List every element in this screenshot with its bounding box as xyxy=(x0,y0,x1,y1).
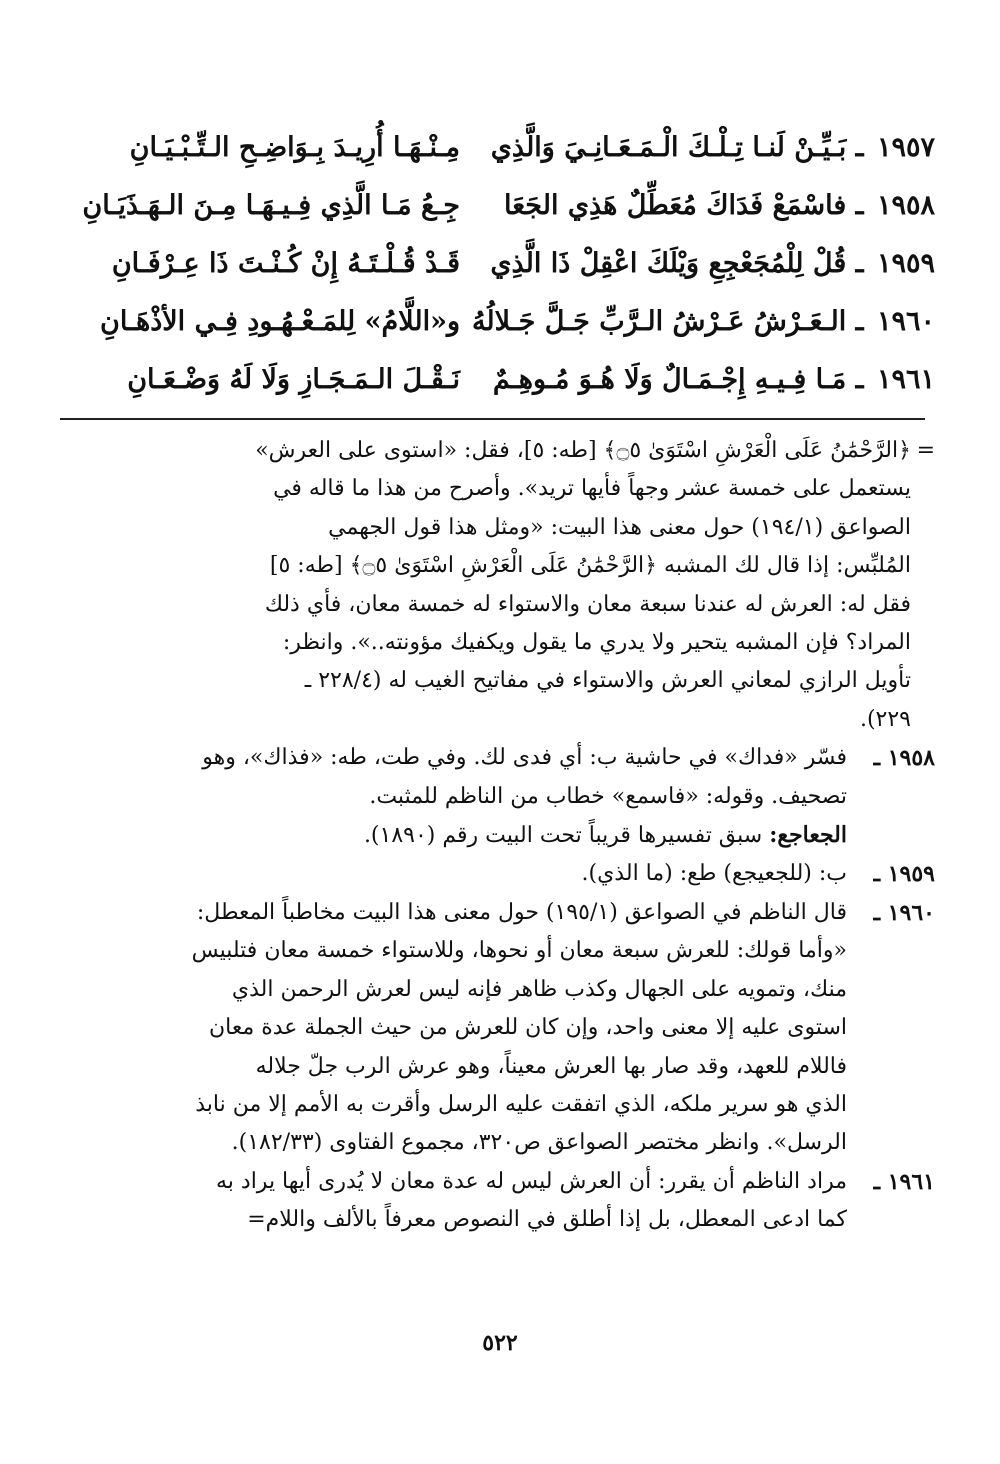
footnote-line: الصواعق (١٩٤/١) حول معنى هذا البيت: «ومثل هذا قول الجهمي xyxy=(328,514,911,540)
footnote-1960 xyxy=(70,894,935,1163)
verse-text: الـعَـرْشُ عَـرْشُ الـرَّبِّ جَـلَّ جَـلالُهُ xyxy=(471,305,847,337)
verse-second-hemistich: قَـدْ قُـلْـتَـهُ إِنْ كُـنْـتَ ذَا عِـرْفَـانِ xyxy=(111,247,460,279)
footnote-body xyxy=(70,1163,847,1240)
footnote-line: الذي هو سرير ملكه، الذي اتفقت عليه الرسل وأقرت به الأمم إلا من نابذ xyxy=(195,1091,847,1117)
dash: ـ xyxy=(846,131,873,163)
verse-number: ١٩٥٨ xyxy=(876,189,935,221)
footnote-number: ١٩٦١ ـ xyxy=(873,1168,935,1195)
verse-second-hemistich: و«اللَّامُ» لِلمَـعْـهُـودِ فِـي الأذْهَـانِ xyxy=(100,305,460,337)
verse-text: قُلْ لِلْمُجَعْجِعِ وَيْلَكَ اعْقِلْ ذَا الَّذِي xyxy=(490,247,847,279)
footnote-continuation xyxy=(70,432,935,739)
footnote-line: المُلبِّس: إذا قال لك المشبه ﴿الرَّحْمَٰنُ عَلَى الْعَرْشِ اسْتَوَىٰ ۝٥﴾ [طه: ٥] xyxy=(269,553,911,579)
footnote-number: ١٩٥٨ ـ xyxy=(873,745,935,772)
verse-number: ١٩٦٠ xyxy=(876,305,935,337)
page-number: ٥٢٢ xyxy=(482,1330,518,1356)
footnote-line: «وأما قولك: للعرش سبعة معان أو نحوها، وللاستواء خمسة معان فتلبيس xyxy=(191,938,847,964)
verse-first-hemistich xyxy=(495,190,935,221)
footnote-number: ١٩٦٠ ـ xyxy=(873,899,935,926)
dash: ـ xyxy=(846,189,873,221)
verse-second-hemistich: نَـقْـلَ الـمَـجَـازِ وَلَا لَهُ وَضْـعَـانِ xyxy=(127,363,460,395)
verse-number: ١٩٥٧ xyxy=(876,131,935,163)
footnote-line: ب: (للجعيجع) طع: (ما الذي). xyxy=(581,861,847,887)
verse-text: بَـيِّـنْ لَنـا تِـلْـكَ الْـمَـعَـانِـيَ وَالَّذِي xyxy=(490,131,847,163)
verse-text: فاسْمَعْ فَدَاكَ مُعَطِّلٌ هَذِي الجَعَا xyxy=(504,189,847,221)
dash: ـ xyxy=(846,305,873,337)
verse-first-hemistich xyxy=(471,305,935,337)
verse-second-hemistich: مِـنْـهَـا أُرِيـدَ بِـوَاضِـحِ الـتِّـبْـيَـانِ xyxy=(129,131,460,163)
verses-block xyxy=(60,118,935,408)
verse-row xyxy=(60,292,935,350)
verse-second-hemistich: جِـعُ مَـا الَّذِي فِـيـهَـا مِـنَ الـهَـذَيَـانِ xyxy=(82,189,460,221)
footnote-line: الرسل». وانظر مختصر الصواعق ص٣٢٠، مجموع الفتاوى (١٨٢/٣٣). xyxy=(231,1130,847,1156)
footnote-line: مراد الناظم أن يقرر: أن العرش ليس له عدة معان لا يُدرى أيها يراد به xyxy=(215,1168,847,1194)
verse-text: مَـا فِـيـهِ إِجْـمَـالٌ وَلَا هُـوَ مُـوهِـمٌ xyxy=(492,363,847,395)
footnote-line: يستعمل على خمسة عشر وجهاً فأيها تريد». وأصرح من هذا ما قاله في xyxy=(273,476,911,502)
footnote-line: استوى عليه إلا معنى واحد، وإن كان للعرش من حيث الجملة عدة معان xyxy=(208,1015,847,1041)
footnote-line: المراد؟ فإن المشبه يتحير ولا يدري ما يقول ويكفيك مؤونته..». وانظر: xyxy=(282,630,911,656)
term-label: الجعاجع: xyxy=(769,822,847,849)
verse-row xyxy=(60,350,935,408)
verse-first-hemistich xyxy=(492,363,935,395)
dash: ـ xyxy=(846,247,873,279)
verse-row xyxy=(60,234,935,292)
footnote-line: قال الناظم في الصواعق (١٩٥/١) حول معنى هذا البيت مخاطباً المعطل: xyxy=(196,899,847,925)
footnote-body xyxy=(70,894,847,1163)
verse-row xyxy=(60,176,935,234)
term-text: سبق تفسيرها قريباً تحت البيت رقم (١٨٩٠). xyxy=(363,823,763,849)
footnote-line: ٢٢٩). xyxy=(859,706,911,732)
footnote-1958 xyxy=(70,739,935,855)
footnote-body xyxy=(70,739,847,855)
footnote-number: ١٩٥٩ ـ xyxy=(873,861,935,888)
footnote-line: فاللام للعهد، وقد صار بها العرش معيناً، وهو عرش الرب جلّ جلاله xyxy=(255,1053,847,1079)
continuation-mark: = xyxy=(916,438,935,463)
verse-row xyxy=(60,118,935,176)
verse-first-hemistich xyxy=(490,131,935,163)
footnote-line: ﴿الرَّحْمَٰنُ عَلَى الْعَرْشِ اسْتَوَىٰ ۝٥﴾ [طه: ٥]، فقل: «استوى على العرش» xyxy=(255,438,911,463)
verse-number: ١٩٥٩ xyxy=(876,247,935,279)
verse-number: ١٩٦١ xyxy=(876,363,935,395)
footnote-line: تصحيف. وقوله: «فاسمع» خطاب من الناظم للمثبت. xyxy=(369,783,847,809)
footnote-body xyxy=(70,432,911,739)
footnote-body xyxy=(70,855,847,893)
footnote-line: تأويل الرازي لمعاني العرش والاستواء في مفاتيح الغيب له (٢٢٨/٤ ـ xyxy=(304,668,911,694)
footnotes xyxy=(70,432,935,1240)
footnote-1959 xyxy=(70,855,935,893)
dash: ـ xyxy=(846,363,873,395)
footnote-1961 xyxy=(70,1163,935,1240)
footnote-line: كما ادعى المعطل، بل إذا أطلق في النصوص معرفاً بالألف واللام= xyxy=(247,1207,847,1233)
footnote-line: منك، وتمويه على الجهال وكذب ظاهر فإنه ليس لعرش الرحمن الذي xyxy=(231,976,847,1002)
footnote-line: فسّر «فداك» في حاشية ب: أي فدى لك. وفي طت، طه: «فذاك»، وهو xyxy=(202,745,847,771)
footnote-separator xyxy=(60,418,925,420)
footnote-line xyxy=(70,816,847,855)
footnote-line: فقل له: العرش له عندنا سبعة معان والاستواء له خمسة معان، فأي ذلك xyxy=(264,591,911,617)
verse-first-hemistich xyxy=(490,247,935,279)
